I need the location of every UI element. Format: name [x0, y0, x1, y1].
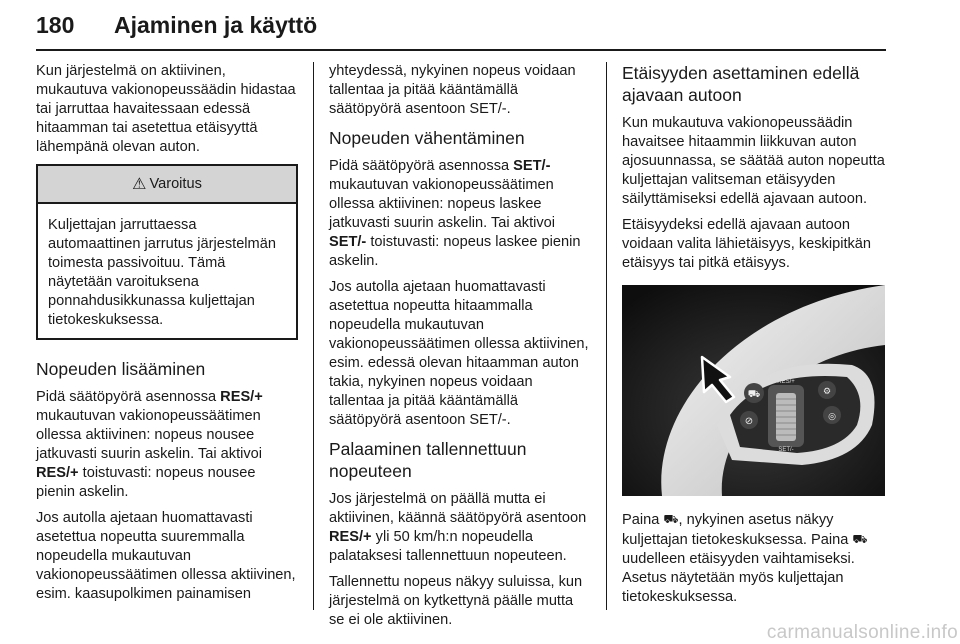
watermark: carmanualsonline.info — [766, 622, 958, 643]
steering-wheel-controls-svg — [622, 285, 885, 496]
warning-box — [36, 164, 298, 340]
column-3 — [622, 62, 888, 614]
decrease-paragraph-2: Jos autolla ajetaan huomattavasti asetettua nopeutta hitaammalla nopeudella mukautuvan vakionopeussäätimen ollessa aktiivinen, esim. edessä olevan hitaamman auton takia, nykyinen nopeus voidaan tallentaa ja pitää kääntämällä säätöpyörä asentoon SET/-. — [329, 279, 589, 428]
page-header — [36, 8, 886, 48]
heading-speed-decrease: Nopeuden vähentäminen — [329, 128, 525, 148]
distance-button-icon: ⛟ — [747, 389, 761, 400]
increase-paragraph-2: Jos autolla ajetaan huomattavasti asetettua nopeutta suuremmalla nopeudella mukautuvan vakionopeussäätimen ollessa aktiivinen, esim. kaasupolkimen painamisen — [36, 510, 296, 602]
set-minus-label: SET/- — [778, 447, 794, 453]
intro-paragraph: Kun järjestelmä on aktiivinen, mukautuva vakionopeussäädin hidastaa tai jarruttaa havaitessaan edessä hitaamman tai asetettua etäisyyttä lähempänä olevan auton. — [36, 63, 296, 155]
paina-paragraph: Paina ⛟, nykyinen asetus näkyy kuljettajan tietokeskuksessa. Paina ⛟ uudelleen etäisyyden vaihtamiseksi. Asetus näytetään myös kuljettajan tietokeskuksessa. — [622, 512, 868, 605]
column-1 — [36, 62, 298, 611]
column-divider-1 — [313, 62, 314, 610]
speed-limiter-icon: ◎ — [828, 412, 836, 422]
heading-resume-speed: Palaaminen tallennettuun nopeuteen — [329, 439, 527, 481]
continued-paragraph: yhteydessä, nykyinen nopeus voidaan tallentaa ja pitää kääntämällä säätöpyörä asentoon SET/-. — [329, 63, 576, 117]
header-rule — [36, 49, 886, 51]
warning-title: Varoitus — [149, 175, 202, 192]
thumbwheel — [776, 393, 796, 441]
warning-triangle-icon: ⚠ — [132, 175, 147, 193]
heading-speed-increase: Nopeuden lisääminen — [36, 359, 206, 379]
column-divider-2 — [606, 62, 607, 610]
resume-paragraph-2: Tallennettu nopeus näkyy suluissa, kun järjestelmä on kytkettynä päälle mutta se ei ole aktiivinen. — [329, 574, 583, 628]
warning-text: Kuljettajan jarruttaessa automaattinen jarrutus järjestelmän toimesta passivoituu. Tämä näytetään varoituksena ponnahdusikkunassa kuljettajan tietokeskuksessa. — [48, 217, 276, 328]
steering-wheel-illustration — [622, 285, 885, 496]
cruise-on-icon: ⚙ — [822, 387, 832, 397]
decrease-paragraph-1: Pidä säätöpyörä asennossa SET/- mukautuvan vakionopeussäätimen ollessa aktiivinen: nopeus laskee jatkuvasti suurin askelin. Tai aktivoi SET/- toistuvasti: nopeus laskee pienin askelin. — [329, 158, 581, 269]
res-plus-label: RES/+ — [777, 379, 795, 385]
warning-header — [38, 166, 296, 204]
cruise-off-icon: ⊘ — [744, 416, 754, 427]
heading-distance: Etäisyyden asettaminen edellä ajavaan autoon — [622, 63, 860, 105]
resume-paragraph-1: Jos järjestelmä on päällä mutta ei aktiivinen, käännä säätöpyörä asentoon RES/+ yli 50 km/h:n nopeudella palataksesi tallennettuun nopeuteen. — [329, 491, 587, 564]
increase-paragraph-1: Pidä säätöpyörä asennossa RES/+ mukautuvan vakionopeussäätimen ollessa aktiivinen: nopeus nousee jatkuvasti suurin askelin. Tai aktivoi RES/+ toistuvasti: nopeus nousee pienin askelin. — [36, 389, 263, 500]
column-2 — [329, 62, 591, 637]
distance-setting-icon: ⛟ — [663, 512, 679, 526]
distance-setting-icon-2: ⛟ — [852, 532, 868, 546]
page-number: 180 — [36, 12, 75, 38]
distance-paragraph-1: Kun mukautuva vakionopeussäädin havaitsee hitaammin liikkuvan auton ajosuunnassa, se säätää auton nopeutta kuljettajan valitseman etäisyyden säilyttämiseksi edellä ajavaan autoon. — [622, 115, 885, 207]
page-title: Ajaminen ja käyttö — [114, 12, 318, 38]
distance-paragraph-2: Etäisyydeksi edellä ajavaan autoon voidaan valita lähietäisyys, keskipitkän etäisyys tai pitkä etäisyys. — [622, 217, 872, 271]
